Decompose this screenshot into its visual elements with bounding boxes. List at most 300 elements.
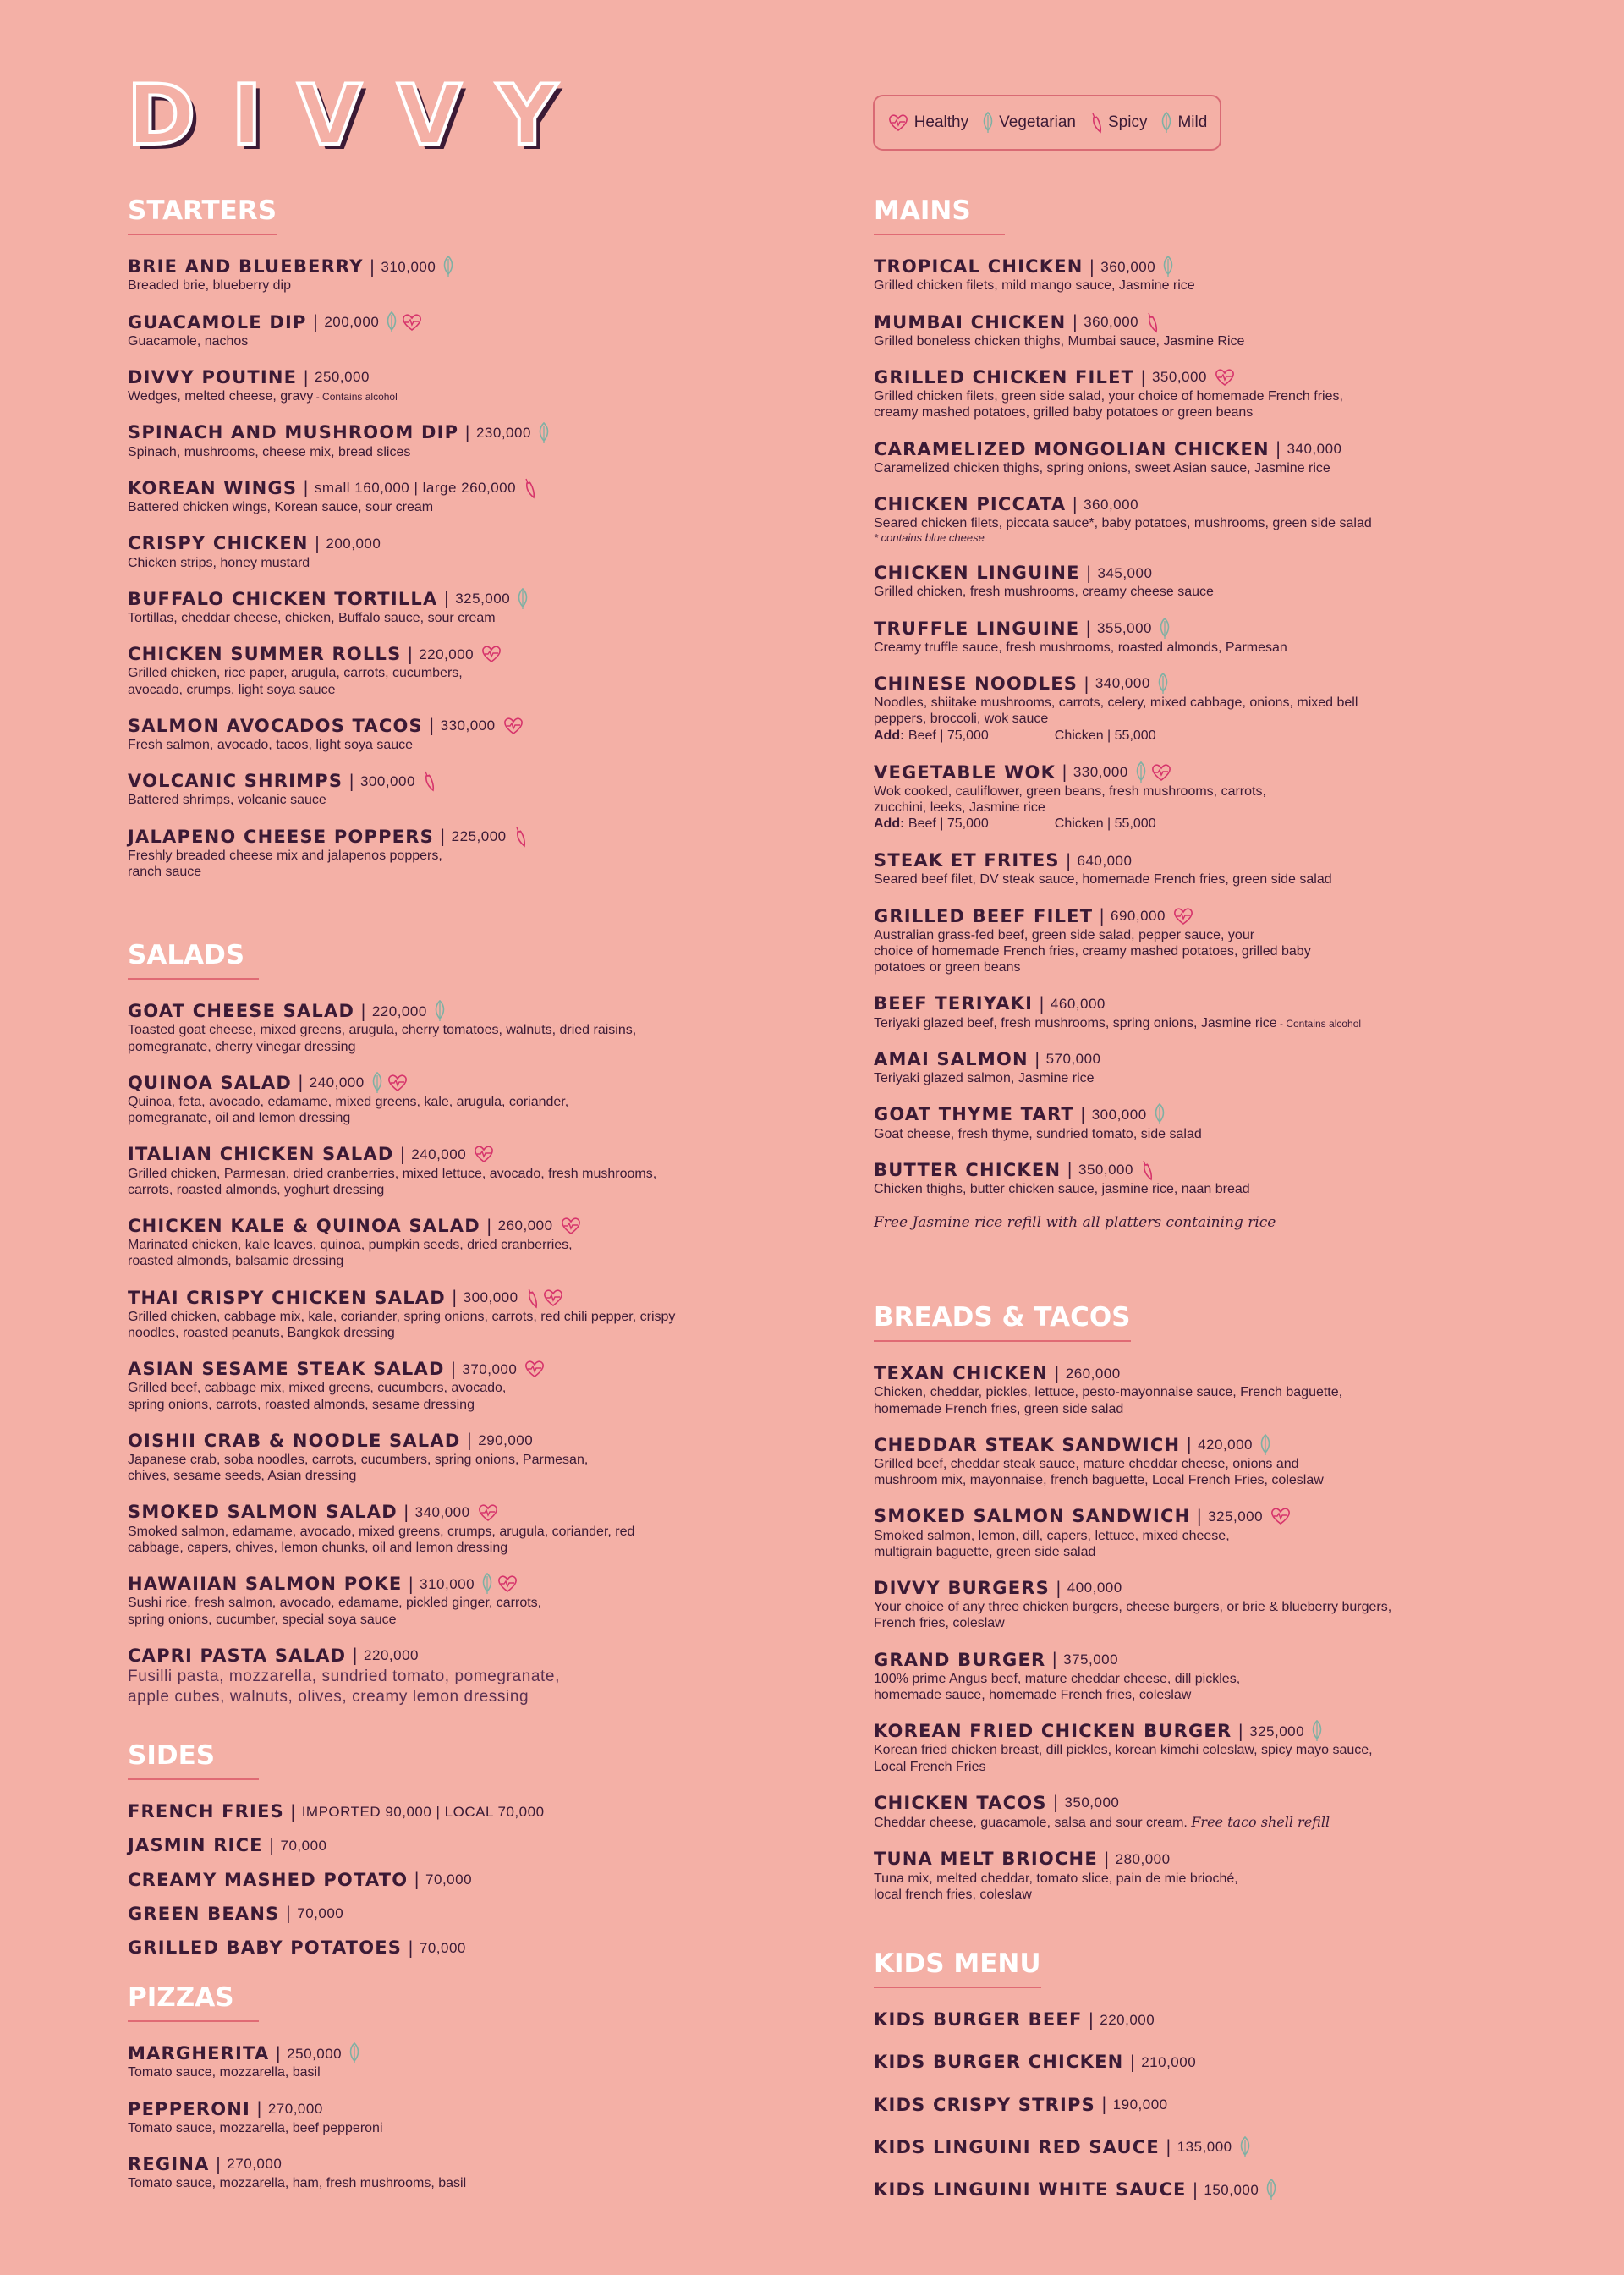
legend-vegetarian	[982, 112, 1076, 134]
menu-item-description	[874, 1070, 1517, 1086]
price-separator: |	[275, 2042, 282, 2063]
dietary-icons	[473, 1145, 495, 1163]
menu-item-name: CHICKEN TACOS	[874, 1792, 1047, 1813]
menu-item	[874, 438, 1517, 476]
menu-item-price: 260,000	[1065, 1365, 1121, 1382]
price-separator: |	[352, 1645, 359, 1666]
menu-item-price: 240,000	[411, 1146, 467, 1162]
heart-icon	[524, 1360, 546, 1378]
add-protein-options	[874, 728, 1517, 745]
chili-icon	[422, 770, 436, 792]
menu-item-name: CHEDDAR STEAK SANDWICH	[874, 1434, 1181, 1455]
description-text: Fresh salmon, avocado, tacos, light soya sauce	[128, 738, 414, 753]
description-text: Toasted goat cheese, mixed greens, arugula, cherry tomatoes, walnuts, dried raisins, pomegranate, cherry vinegar dressing	[128, 1023, 637, 1054]
menu-item-description	[874, 1599, 1517, 1631]
menu-item-header	[874, 2051, 1517, 2073]
menu-item	[128, 1937, 771, 1959]
menu-item	[874, 1848, 1517, 1903]
description-text: Chicken strips, honey mustard	[128, 555, 310, 570]
menu-item-description	[874, 927, 1517, 976]
menu-item-price: 190,000	[1112, 2096, 1168, 2113]
dietary-icons	[1145, 311, 1159, 333]
menu-item-description	[128, 388, 771, 404]
menu-item-name: KOREAN FRIED CHICKEN BURGER	[874, 1721, 1232, 1742]
menu-item	[128, 1903, 771, 1925]
description-text: Goat cheese, fresh thyme, sundried tomato, side salad	[874, 1126, 1202, 1141]
price-separator: |	[285, 1903, 292, 1924]
dietary-icons	[502, 717, 524, 735]
menu-item-header	[874, 1848, 1517, 1870]
description-text: Grilled beef, cabbage mix, mixed greens, cucumbers, avocado, spring onions, carrots, roasted almonds, sesame dressing	[128, 1381, 507, 1412]
menu-item-header	[128, 1903, 771, 1925]
menu-item-header	[128, 1287, 771, 1309]
menu-item-name: SPINACH AND MUSHROOM DIP	[128, 422, 459, 443]
leaf-icon	[538, 422, 550, 444]
menu-item-header	[874, 2136, 1517, 2158]
price-separator: |	[1079, 1103, 1086, 1124]
price-separator: |	[1085, 562, 1092, 583]
heart-icon	[887, 113, 909, 132]
description-text: Tomato sauce, mozzarella, basil	[128, 2065, 321, 2080]
price-separator: |	[1103, 1848, 1110, 1869]
price-separator: |	[1055, 1577, 1062, 1598]
menu-item-price: 210,000	[1141, 2053, 1197, 2070]
kids-list	[874, 2008, 1517, 2201]
heart-icon	[1214, 368, 1236, 387]
dietary-icons	[524, 1360, 546, 1378]
leaf-icon	[982, 112, 994, 134]
dietary-icons	[442, 256, 454, 278]
menu-item-name: VEGETABLE WOK	[874, 761, 1056, 783]
menu-item-header	[874, 1159, 1517, 1181]
breads-list	[874, 1362, 1517, 1903]
menu-item-price: 360,000	[1084, 314, 1139, 331]
menu-item-name: SMOKED SALMON SALAD	[128, 1502, 398, 1523]
menu-item	[128, 1645, 771, 1707]
menu-item-header	[874, 2008, 1517, 2030]
menu-item-description	[874, 584, 1517, 600]
menu-item-description	[128, 1524, 771, 1556]
menu-item-header	[874, 761, 1517, 783]
description-text: Grilled chicken filets, mild mango sauce, Jasmine rice	[874, 278, 1195, 294]
menu-item-name: KIDS CRISPY STRIPS	[874, 2094, 1095, 2115]
menu-item-name: CHICKEN PICCATA	[874, 494, 1067, 515]
add-label: Add:	[874, 728, 905, 743]
legend-healthy	[887, 113, 968, 132]
menu-item-name: QUINOA SALAD	[128, 1072, 292, 1093]
menu-item-header	[128, 2153, 771, 2175]
dietary-icons	[371, 1072, 409, 1094]
description-text: Grilled chicken, cabbage mix, kale, coriander, spring onions, carrots, red chili pepper, crispy noodles, roasted peanuts, Bangkok dressing	[128, 1309, 676, 1341]
refill-note: Free taco shell refill	[1191, 1814, 1330, 1831]
description-text: Your choice of any three chicken burgers, cheese burgers, or brie & blueberry burgers, French fries, coleslaw	[874, 1600, 1392, 1631]
menu-item-description	[874, 1671, 1517, 1703]
menu-item-name: CAPRI PASTA SALAD	[128, 1645, 347, 1666]
menu-item-price: 300,000	[1091, 1106, 1147, 1123]
add-protein-options	[874, 816, 1517, 833]
menu-item-description	[128, 2064, 771, 2080]
menu-item	[128, 1430, 771, 1485]
chili-icon	[523, 477, 536, 499]
menu-item	[874, 2094, 1517, 2116]
leaf-icon	[1159, 618, 1171, 640]
menu-item	[874, 1792, 1517, 1831]
leaf-icon	[434, 1000, 446, 1022]
description-text: Creamy truffle sauce, fresh mushrooms, roasted almonds, Parmesan	[874, 640, 1287, 655]
price-separator: |	[403, 1502, 409, 1523]
alcohol-note: - Contains alcohol	[1276, 1017, 1362, 1030]
menu-item-price: 325,000	[1249, 1723, 1305, 1739]
menu-item-price: 70,000	[419, 1939, 466, 1956]
menu-item	[128, 1215, 771, 1270]
menu-item-description	[128, 1166, 771, 1198]
menu-item-header	[874, 438, 1517, 460]
menu-item-price: 240,000	[309, 1074, 365, 1091]
legend-spicy	[1089, 112, 1147, 134]
price-separator: |	[1052, 1792, 1059, 1813]
description-text: Grilled chicken, fresh mushrooms, creamy cheese sauce	[874, 585, 1214, 600]
menu-item-name: GRILLED CHICKEN FILET	[874, 366, 1135, 387]
price-separator: |	[408, 1937, 414, 1958]
menu-item-description	[874, 695, 1517, 727]
menu-item-name: JASMIN RICE	[128, 1835, 263, 1856]
menu-item	[128, 1000, 771, 1055]
price-separator: |	[439, 826, 446, 847]
menu-item	[874, 849, 1517, 887]
heart-icon	[401, 313, 423, 332]
price-separator: |	[408, 1573, 414, 1594]
menu-item-description	[128, 610, 771, 626]
menu-item	[128, 1800, 771, 1822]
description-text: Guacamole, nachos	[128, 333, 249, 349]
heart-icon	[473, 1145, 495, 1163]
description-text: Japanese crab, soba noodles, carrots, cucumbers, spring onions, Parmesan, chives, sesame seeds, Asian dressing	[128, 1453, 589, 1484]
description-text: Cheddar cheese, guacamole, salsa and sour cream.	[874, 1816, 1188, 1831]
menu-item-header	[128, 715, 771, 737]
menu-item-header	[874, 493, 1517, 515]
heart-icon	[1172, 907, 1194, 926]
menu-item-header	[128, 1143, 771, 1165]
leaf-icon	[517, 588, 529, 610]
leaf-icon	[386, 311, 398, 333]
menu-item	[874, 1720, 1517, 1775]
legend-label: Spicy	[1107, 113, 1148, 131]
description-text: Seared beef filet, DV steak sauce, homemade French fries, green side salad	[874, 872, 1332, 887]
menu-item-name: SALMON AVOCADOS TACOS	[128, 715, 423, 736]
price-separator: |	[1084, 673, 1089, 694]
dietary-icons	[1270, 1507, 1292, 1525]
legend-mild	[1160, 112, 1207, 134]
price-separator: |	[289, 1800, 296, 1822]
menu-item-description	[874, 1015, 1517, 1031]
menu-item-header	[128, 1869, 771, 1891]
menu-item-header	[874, 1720, 1517, 1742]
menu-item-header	[874, 1362, 1517, 1384]
menu-item-name: KIDS LINGUINI WHITE SAUCE	[874, 2179, 1187, 2201]
menu-item-price: 350,000	[1078, 1162, 1133, 1179]
add-label: Add:	[874, 816, 905, 832]
description-text: Tuna mix, melted cheddar, tomato slice, pain de mie brioché, local french fries, coleslaw	[874, 1871, 1238, 1902]
mains-section	[874, 196, 1517, 1231]
menu-item-header	[874, 905, 1517, 927]
menu-item	[874, 1362, 1517, 1417]
dietary-icons	[434, 1000, 446, 1022]
leaf-icon	[1160, 112, 1172, 134]
description-text: Marinated chicken, kale leaves, quinoa, pumpkin seeds, dried cranberries, roasted almonds, balsamic dressing	[128, 1238, 573, 1269]
salads-section	[128, 941, 771, 1723]
menu-item-description	[874, 1742, 1517, 1774]
price-separator: |	[1129, 2051, 1136, 2072]
dietary-icons	[480, 645, 502, 663]
menu-item-description	[128, 1094, 771, 1126]
menu-item	[128, 826, 771, 881]
menu-item-price: 360,000	[1084, 496, 1139, 513]
menu-item-price: 350,000	[1151, 369, 1207, 386]
add-option: Beef | 75,000	[908, 728, 989, 743]
price-separator: |	[1099, 905, 1105, 926]
menu-item	[874, 761, 1517, 833]
menu-item-price: small 160,000 | large 260,000	[314, 480, 517, 497]
menu-item-name: CRISPY CHICKEN	[128, 533, 309, 554]
menu-item-name: GREEN BEANS	[128, 1903, 280, 1924]
menu-item-description	[874, 1456, 1517, 1488]
price-separator: |	[1100, 2094, 1107, 2115]
dietary-icons	[538, 422, 550, 444]
dietary-icons	[348, 2042, 360, 2064]
heart-icon	[480, 645, 502, 663]
description-text: Smoked salmon, edamame, avocado, mixed greens, crumps, arugula, coriander, red cabbage, capers, chives, lemon chunks, oil and lemon dressing	[128, 1524, 635, 1555]
legend-label: Vegetarian	[999, 113, 1076, 131]
menu-item-price: 340,000	[1095, 675, 1150, 692]
menu-item-header	[874, 1103, 1517, 1125]
menu-item-description	[874, 1384, 1517, 1416]
menu-item-description	[128, 2120, 771, 2136]
description-text: 100% prime Angus beef, mature cheddar cheese, dill pickles, homemade sauce, homemade French fries, coleslaw	[874, 1671, 1241, 1703]
menu-item-name: VOLCANIC SHRIMPS	[128, 771, 343, 792]
sides-list	[128, 1800, 771, 1959]
menu-item-name: DIVVY POUTINE	[128, 366, 298, 387]
menu-item-name: ITALIAN CHICKEN SALAD	[128, 1144, 394, 1165]
menu-item-description	[128, 444, 771, 460]
menu-item-header	[128, 826, 771, 848]
menu-item-header	[874, 256, 1517, 278]
menu-item-description	[874, 515, 1517, 531]
price-separator: |	[1088, 2008, 1095, 2030]
price-separator: |	[486, 1215, 492, 1236]
description-text: Chicken, cheddar, pickles, lettuce, pesto-mayonnaise sauce, French baguette, homemade French fries, green side salad	[874, 1385, 1343, 1416]
price-separator: |	[256, 2098, 262, 2119]
menu-item-description	[874, 460, 1517, 476]
menu-item-name: TROPICAL CHICKEN	[874, 256, 1084, 278]
dietary-icons	[386, 311, 423, 333]
price-separator: |	[215, 2153, 222, 2174]
menu-item-name: DIVVY BURGERS	[874, 1577, 1050, 1598]
price-separator: |	[443, 588, 450, 609]
menu-item-name: CARAMELIZED MONGOLIAN CHICKEN	[874, 438, 1270, 459]
description-text: Battered shrimps, volcanic sauce	[128, 793, 326, 808]
menu-item	[128, 715, 771, 753]
price-separator: |	[450, 1358, 457, 1379]
heart-icon	[387, 1074, 409, 1092]
price-separator: |	[1072, 311, 1078, 332]
menu-item-name: GRILLED BABY POTATOES	[128, 1937, 403, 1959]
menu-item-price: 570,000	[1045, 1051, 1101, 1068]
menu-item-description	[128, 2175, 771, 2191]
leaf-icon	[1135, 761, 1147, 783]
menu-item-description	[874, 388, 1517, 420]
dietary-icons	[1172, 907, 1194, 926]
price-separator: |	[1196, 1505, 1203, 1526]
menu-item-description	[874, 333, 1517, 349]
menu-item-description	[128, 737, 771, 753]
menu-item-price: 460,000	[1050, 995, 1106, 1012]
description-text: Noodles, shiitake mushrooms, carrots, celery, mixed cabbage, onions, mixed bell peppers, broccoli, wok sauce	[874, 695, 1358, 727]
add-option: Chicken | 55,000	[1054, 728, 1156, 743]
menu-item	[874, 905, 1517, 976]
starters-list	[128, 256, 771, 880]
menu-item-name: KIDS BURGER BEEF	[874, 2009, 1083, 2030]
menu-item-name: CHICKEN LINGUINE	[874, 563, 1080, 584]
menu-item-price: 355,000	[1097, 620, 1152, 636]
section-title: MAINS	[874, 196, 1005, 235]
menu-item-price: 310,000	[420, 1575, 475, 1592]
menu-item-price: 360,000	[1100, 258, 1156, 275]
price-separator: |	[1186, 1434, 1193, 1455]
menu-item	[874, 1159, 1517, 1197]
menu-item-price: 270,000	[227, 2156, 283, 2173]
menu-item-header	[874, 366, 1517, 388]
dietary-icons	[1239, 2136, 1251, 2158]
legend-label: Healthy	[914, 113, 969, 131]
starters-section	[128, 196, 771, 897]
leaf-icon	[1239, 2136, 1251, 2158]
leaf-icon	[1154, 1103, 1166, 1125]
menu-item-price: 150,000	[1204, 2181, 1259, 2198]
price-separator: |	[1051, 1649, 1058, 1670]
menu-item-name: THAI CRISPY CHICKEN SALAD	[128, 1287, 446, 1308]
price-separator: |	[414, 1869, 420, 1890]
menu-item-name: GOAT THYME TART	[874, 1104, 1074, 1125]
price-separator: |	[1054, 1362, 1060, 1383]
menu-item-description	[128, 665, 771, 697]
menu-item-name: CHICKEN KALE & QUINOA SALAD	[128, 1215, 480, 1236]
price-separator: |	[407, 643, 414, 664]
description-text: Grilled boneless chicken thighs, Mumbai sauce, Jasmine Rice	[874, 333, 1245, 349]
price-separator: |	[1192, 2179, 1199, 2200]
menu-item-price: 325,000	[1208, 1508, 1264, 1525]
description-text: Grilled beef, cheddar steak sauce, mature cheddar cheese, onions and mushroom mix, mayonnaise, french baguette, Local French Fries, coleslaw	[874, 1456, 1324, 1488]
menu-item-description	[128, 1452, 771, 1484]
section-title: SALADS	[128, 941, 259, 980]
menu-item-header	[128, 1645, 771, 1667]
menu-item-description	[874, 1528, 1517, 1560]
menu-item-name: GOAT CHEESE SALAD	[128, 1001, 355, 1022]
heart-icon	[542, 1289, 564, 1307]
section-title: SIDES	[128, 1741, 259, 1780]
heart-icon	[560, 1217, 582, 1235]
menu-item	[128, 1869, 771, 1891]
menu-item-price: 135,000	[1177, 2139, 1232, 2156]
menu-item-description	[128, 1237, 771, 1269]
menu-item-price: 370,000	[462, 1360, 518, 1377]
price-separator: |	[369, 256, 376, 277]
menu-item-header	[128, 1358, 771, 1380]
menu-item-description	[128, 848, 771, 880]
salads-list	[128, 1000, 771, 1706]
description-text: Grilled chicken, rice paper, arugula, carrots, cucumbers, avocado, crumps, light soya sauce	[128, 666, 463, 697]
menu-item	[128, 421, 771, 459]
description-text: Tomato sauce, mozzarella, beef pepperoni	[128, 2120, 383, 2135]
description-text: Freshly breaded cheese mix and jalapenos poppers, ranch sauce	[128, 848, 442, 880]
menu-item-price: 300,000	[359, 772, 415, 789]
menu-item	[874, 493, 1517, 545]
dietary-icons	[1140, 1159, 1154, 1181]
leaf-icon	[371, 1072, 383, 1094]
dietary-icons	[1311, 1720, 1323, 1742]
menu-item	[128, 2042, 771, 2080]
menu-item-header	[874, 311, 1517, 333]
price-separator: |	[399, 1143, 406, 1164]
menu-item-name: JALAPENO CHEESE POPPERS	[128, 826, 434, 847]
menu-item-price: 200,000	[324, 314, 380, 331]
menu-item-price: 640,000	[1077, 852, 1133, 869]
menu-item-description	[128, 333, 771, 349]
menu-item-header	[874, 1649, 1517, 1671]
menu-item-header	[874, 1048, 1517, 1070]
menu-item-price: 690,000	[1110, 908, 1166, 925]
menu-item-price: 400,000	[1067, 1580, 1122, 1596]
kids-menu-section	[874, 1949, 1517, 2221]
menu-item-description	[874, 278, 1517, 294]
dietary-icons	[1265, 2179, 1277, 2201]
menu-item-price: 330,000	[1073, 764, 1128, 781]
leaf-icon	[1157, 673, 1169, 695]
menu-item	[128, 588, 771, 626]
menu-item-description	[128, 555, 771, 571]
menu-item-header	[874, 673, 1517, 695]
breads-tacos-section	[874, 1303, 1517, 1920]
menu-item-price: 70,000	[280, 1837, 327, 1854]
dietary-icons	[517, 588, 529, 610]
menu-item-name: HAWAIIAN SALMON POKE	[128, 1574, 403, 1595]
menu-item-name: ASIAN SESAME STEAK SALAD	[128, 1359, 445, 1380]
price-separator: |	[1237, 1720, 1244, 1741]
menu-item-description	[874, 1814, 1517, 1831]
menu-item	[874, 673, 1517, 745]
section-title: STARTERS	[128, 196, 277, 235]
menu-item-price: 225,000	[451, 828, 507, 845]
price-separator: |	[1065, 849, 1072, 871]
menu-item-price: 330,000	[440, 717, 496, 734]
description-text: Breaded brie, blueberry dip	[128, 278, 292, 294]
menu-item-name: GRAND BURGER	[874, 1649, 1046, 1670]
menu-item-header	[128, 770, 771, 792]
menu-item	[874, 1103, 1517, 1141]
menu-item-price: 70,000	[297, 1905, 344, 1922]
sides-section	[128, 1741, 771, 1970]
menu-item	[874, 1505, 1517, 1560]
menu-item-description	[874, 783, 1517, 816]
description-text: Wok cooked, cauliflower, green beans, fresh mushrooms, carrots, zucchini, leeks, Jasmine rice	[874, 783, 1266, 815]
dietary-icons	[1135, 761, 1172, 783]
add-option: Chicken | 55,000	[1054, 816, 1156, 832]
leaf-icon	[1311, 1720, 1323, 1742]
menu-item	[874, 2051, 1517, 2073]
menu-item	[128, 532, 771, 570]
price-separator: |	[303, 477, 309, 498]
description-text: Chicken thighs, butter chicken sauce, jasmine rice, naan bread	[874, 1182, 1250, 1196]
menu-item	[874, 311, 1517, 349]
